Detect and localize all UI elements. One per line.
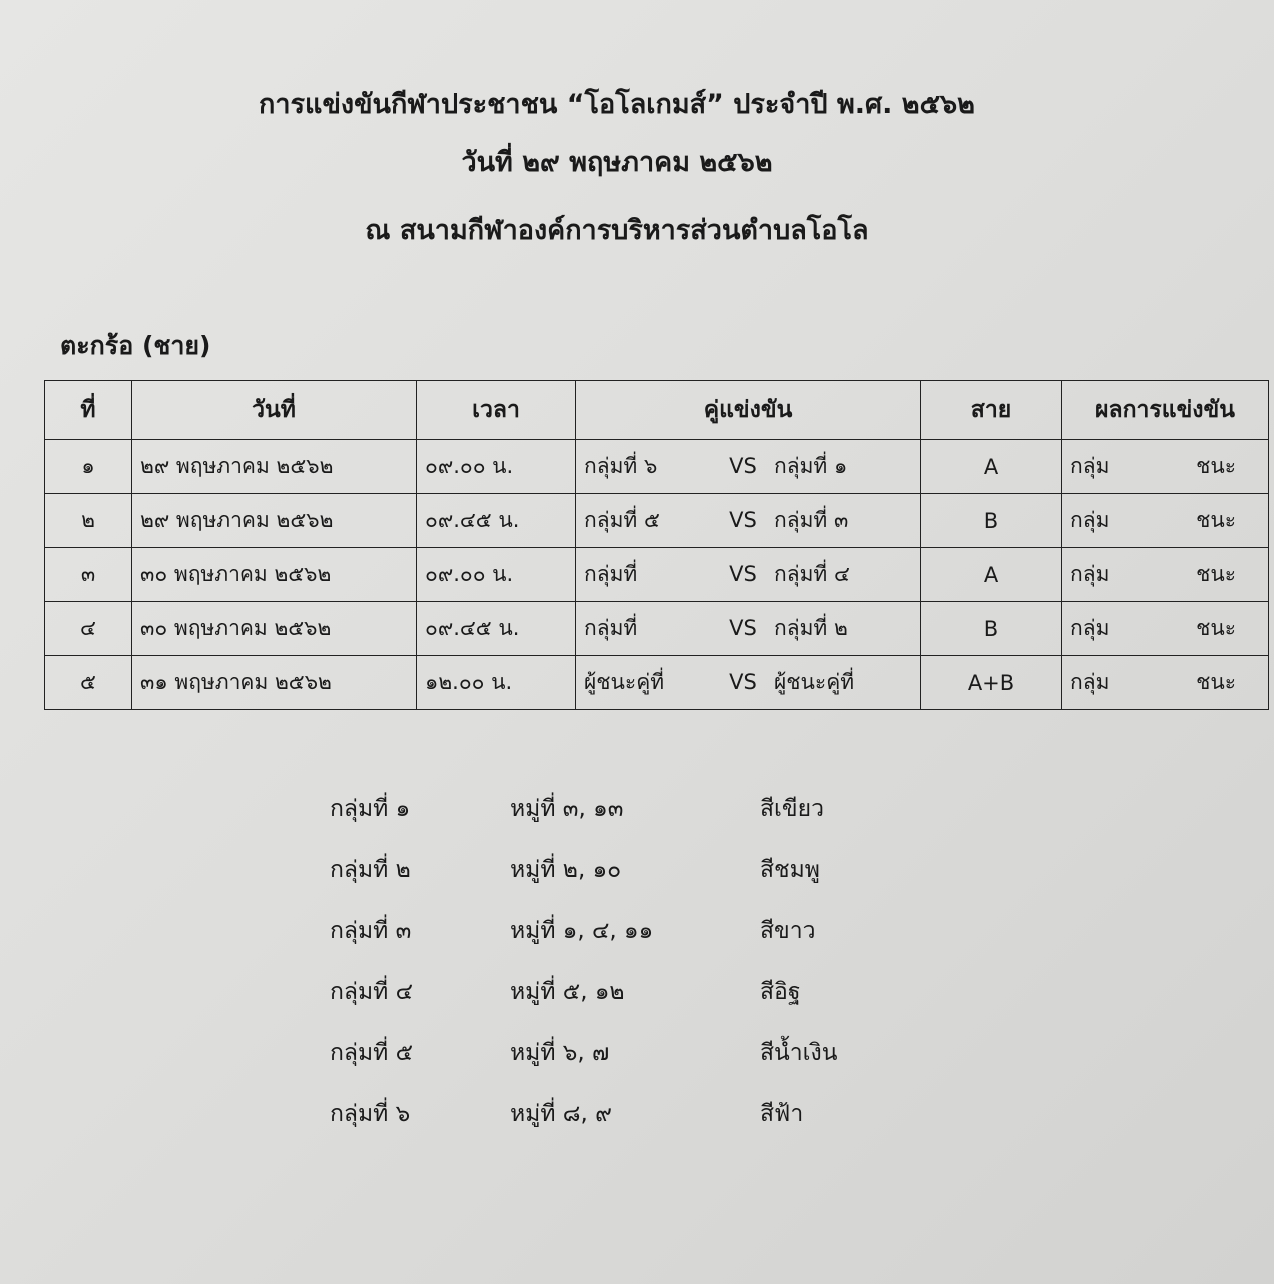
cell-time: ๐๙.๐๐ น.	[417, 440, 576, 494]
group-color: สีฟ้า	[760, 1100, 804, 1127]
team-b: กลุ่มที่ ๑	[774, 454, 848, 478]
cell-result	[1062, 656, 1269, 710]
group-name: กลุ่มที่ ๕	[330, 1039, 414, 1066]
result-win: ชนะ	[1196, 454, 1236, 478]
header-date: วันที่	[132, 381, 417, 440]
cell-time: ๐๙.๔๕ น.	[417, 602, 576, 656]
cell-line: A	[921, 440, 1062, 494]
cell-no: ๑	[45, 440, 132, 494]
group-name: กลุ่มที่ ๔	[330, 978, 414, 1005]
cell-date: ๓๑ พฤษภาคม ๒๕๖๒	[132, 656, 417, 710]
team-b: กลุ่มที่ ๓	[774, 508, 849, 532]
result-group: กลุ่ม	[1070, 454, 1110, 478]
list-item	[330, 778, 920, 839]
result-win: ชนะ	[1196, 562, 1236, 586]
list-item	[330, 900, 920, 961]
header-result: ผลการแข่งขัน	[1062, 381, 1269, 440]
group-color: สีเขียว	[760, 795, 825, 822]
result-group: กลุ่ม	[1070, 670, 1110, 694]
cell-match	[576, 602, 921, 656]
schedule-table	[44, 380, 1269, 710]
cell-no: ๕	[45, 656, 132, 710]
cell-result	[1062, 602, 1269, 656]
table-row	[45, 548, 1269, 602]
team-a: ผู้ชนะคู่ที่	[584, 670, 665, 694]
cell-result	[1062, 548, 1269, 602]
header-match: คู่แข่งขัน	[576, 381, 921, 440]
cell-line: A+B	[921, 656, 1062, 710]
cell-line: A	[921, 548, 1062, 602]
cell-line: B	[921, 602, 1062, 656]
cell-date: ๒๙ พฤษภาคม ๒๕๖๒	[132, 494, 417, 548]
group-name: กลุ่มที่ ๓	[330, 917, 412, 944]
cell-time: ๑๒.๐๐ น.	[417, 656, 576, 710]
result-win: ชนะ	[1196, 616, 1236, 640]
result-win: ชนะ	[1196, 670, 1236, 694]
group-villages: หมู่ที่ ๒, ๑๐	[510, 856, 622, 883]
team-b: กลุ่มที่ ๔	[774, 562, 850, 586]
group-name: กลุ่มที่ ๖	[330, 1100, 411, 1127]
team-a: กลุ่มที่	[584, 562, 638, 586]
cell-match	[576, 656, 921, 710]
header-line: สาย	[921, 381, 1062, 440]
section-title: ตะกร้อ (ชาย)	[60, 331, 211, 360]
cell-date: ๓๐ พฤษภาคม ๒๕๖๒	[132, 602, 417, 656]
cell-match	[576, 494, 921, 548]
header-no: ที่	[45, 381, 132, 440]
group-villages: หมู่ที่ ๕, ๑๒	[510, 978, 625, 1005]
group-villages: หมู่ที่ ๓, ๑๓	[510, 795, 624, 822]
result-group: กลุ่ม	[1070, 616, 1110, 640]
cell-match	[576, 548, 921, 602]
team-b: ผู้ชนะคู่ที่	[774, 670, 855, 694]
document-venue: ณ สนามกีฬาองค์การบริหารส่วนตำบลโอโล	[365, 215, 869, 246]
group-color: สีน้ำเงิน	[760, 1039, 838, 1066]
cell-match	[576, 440, 921, 494]
team-b: กลุ่มที่ ๒	[774, 616, 848, 640]
group-villages: หมู่ที่ ๖, ๗	[510, 1039, 610, 1066]
cell-no: ๓	[45, 548, 132, 602]
list-item	[330, 1022, 920, 1083]
cell-result	[1062, 494, 1269, 548]
group-color: สีอิฐ	[760, 978, 801, 1005]
vs-label: VS	[729, 670, 757, 694]
cell-no: ๔	[45, 602, 132, 656]
table-row	[45, 440, 1269, 494]
cell-result	[1062, 440, 1269, 494]
result-win: ชนะ	[1196, 508, 1236, 532]
group-name: กลุ่มที่ ๒	[330, 856, 411, 883]
list-item	[330, 839, 920, 900]
table-row	[45, 602, 1269, 656]
team-a: กลุ่มที่ ๖	[584, 454, 658, 478]
cell-date: ๓๐ พฤษภาคม ๒๕๖๒	[132, 548, 417, 602]
header-time: เวลา	[417, 381, 576, 440]
cell-date: ๒๙ พฤษภาคม ๒๕๖๒	[132, 440, 417, 494]
group-color: สีชมพู	[760, 856, 820, 883]
list-item	[330, 1083, 920, 1144]
vs-label: VS	[729, 562, 757, 586]
table-row	[45, 656, 1269, 710]
result-group: กลุ่ม	[1070, 508, 1110, 532]
cell-time: ๐๙.๐๐ น.	[417, 548, 576, 602]
team-a: กลุ่มที่	[584, 616, 638, 640]
group-color: สีขาว	[760, 917, 816, 944]
group-name: กลุ่มที่ ๑	[330, 795, 411, 822]
vs-label: VS	[729, 454, 757, 478]
table-header-row	[45, 381, 1269, 440]
table-row	[45, 494, 1269, 548]
result-group: กลุ่ม	[1070, 562, 1110, 586]
cell-line: B	[921, 494, 1062, 548]
cell-time: ๐๙.๔๕ น.	[417, 494, 576, 548]
document-title: การแข่งขันกีฬาประชาชน “โอโลเกมส์” ประจำปี พ.ศ. ๒๕๖๒	[259, 89, 975, 120]
group-villages: หมู่ที่ ๑, ๔, ๑๑	[510, 917, 654, 944]
group-list	[330, 778, 920, 1144]
group-villages: หมู่ที่ ๘, ๙	[510, 1100, 613, 1127]
list-item	[330, 961, 920, 1022]
document-date: วันที่ ๒๙ พฤษภาคม ๒๕๖๒	[461, 147, 773, 178]
vs-label: VS	[729, 508, 757, 532]
cell-no: ๒	[45, 494, 132, 548]
team-a: กลุ่มที่ ๕	[584, 508, 660, 532]
vs-label: VS	[729, 616, 757, 640]
